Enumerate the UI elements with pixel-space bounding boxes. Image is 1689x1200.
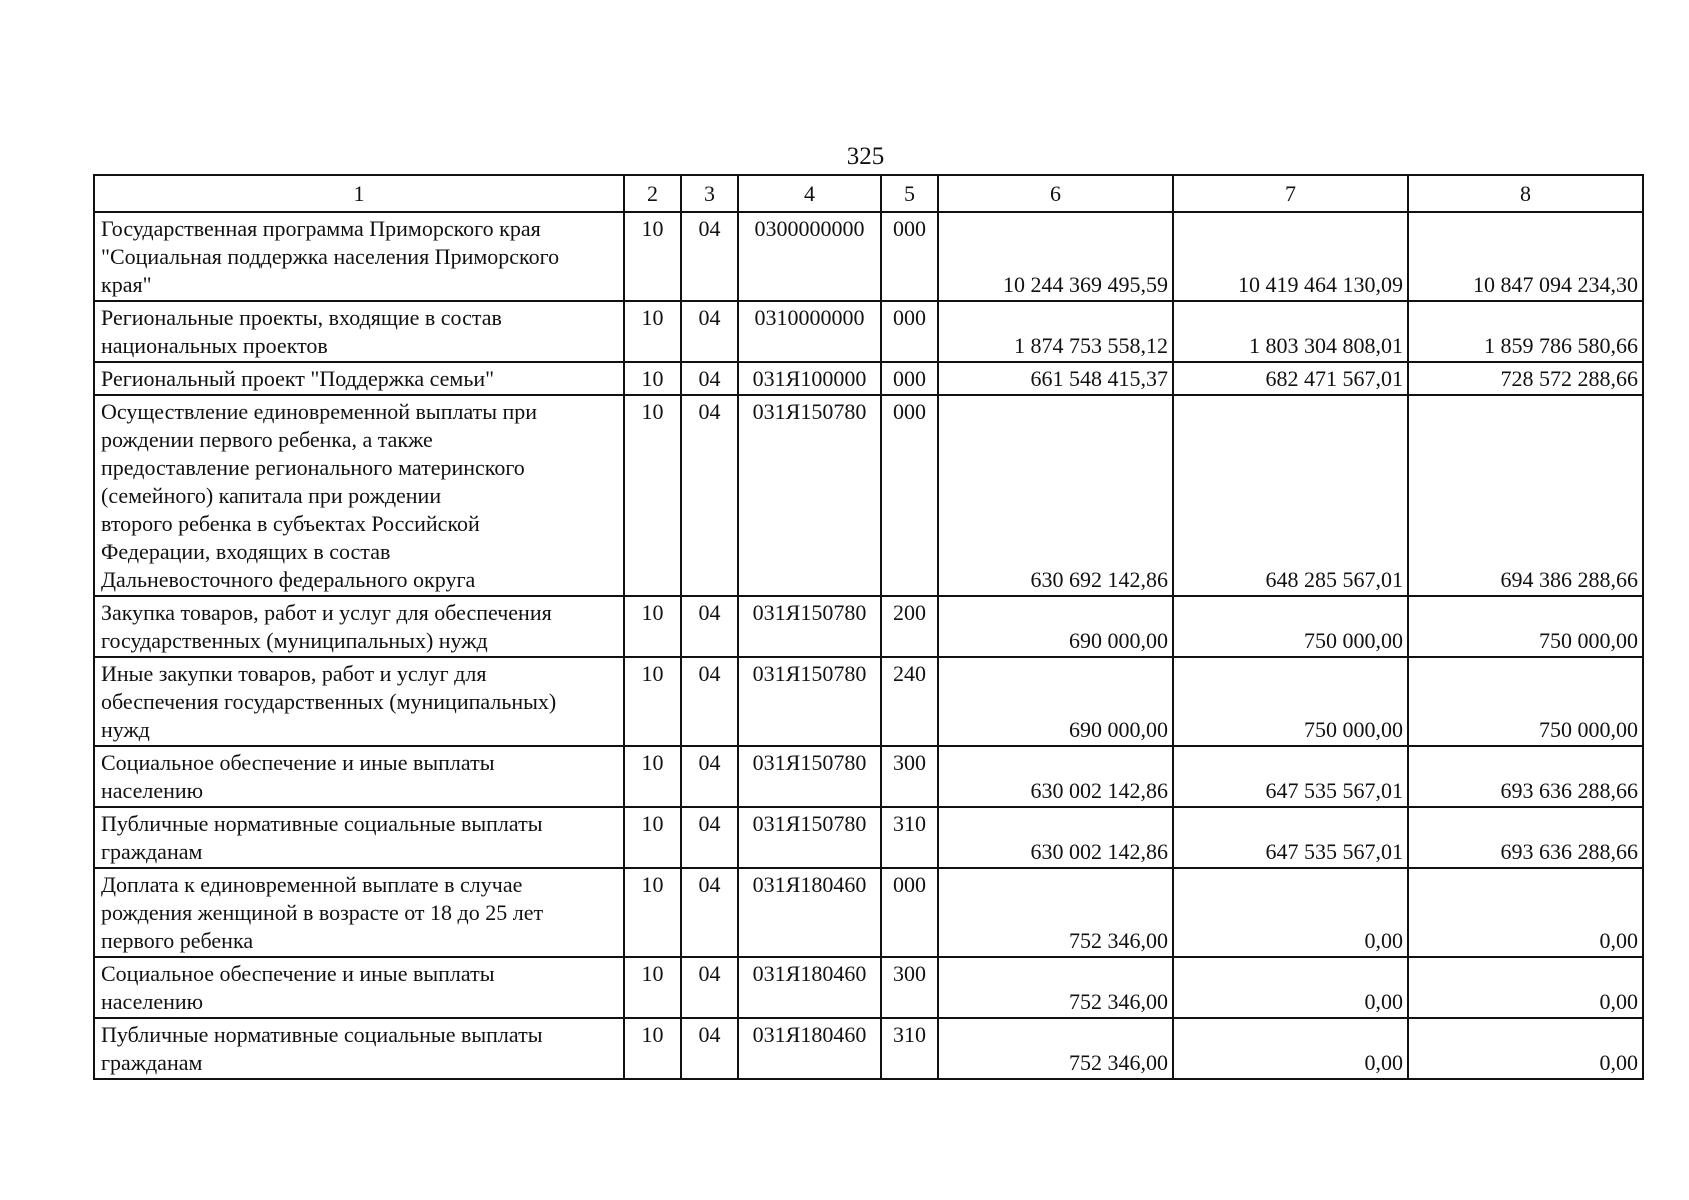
amount-year2-cell: 647 535 567,01	[1173, 807, 1408, 868]
item-name-cell	[94, 657, 624, 746]
amount-year1-cell: 690 000,00	[938, 657, 1173, 746]
item-name-line: Иные закупки товаров, работ и услуг для	[101, 661, 487, 686]
item-name-cell	[94, 957, 624, 1018]
column-header: 2	[624, 175, 681, 212]
target-article-cell: 031Я100000	[738, 362, 881, 395]
table-row	[94, 596, 1643, 657]
expense-type-cell: 000	[881, 212, 938, 301]
item-name-line: гражданам	[101, 1050, 203, 1075]
amount-year2-cell: 648 285 567,01	[1173, 395, 1408, 596]
table-row	[94, 212, 1643, 301]
section-code-cell: 10	[624, 868, 681, 957]
expense-type-cell: 300	[881, 957, 938, 1018]
expense-type-cell: 300	[881, 746, 938, 807]
target-article-cell: 031Я150780	[738, 596, 881, 657]
target-article-cell: 031Я150780	[738, 807, 881, 868]
subsection-code-cell: 04	[681, 301, 738, 362]
table-row	[94, 746, 1643, 807]
amount-year2-cell: 647 535 567,01	[1173, 746, 1408, 807]
subsection-code-cell: 04	[681, 1018, 738, 1079]
amount-year3-cell: 728 572 288,66	[1408, 362, 1643, 395]
expense-type-cell: 310	[881, 807, 938, 868]
table-row	[94, 657, 1643, 746]
amount-year3-cell: 1 859 786 580,66	[1408, 301, 1643, 362]
section-code-cell: 10	[624, 301, 681, 362]
subsection-code-cell: 04	[681, 868, 738, 957]
section-code-cell: 10	[624, 657, 681, 746]
item-name-cell	[94, 1018, 624, 1079]
amount-year2-cell: 1 803 304 808,01	[1173, 301, 1408, 362]
expense-type-cell: 240	[881, 657, 938, 746]
expense-type-cell: 200	[881, 596, 938, 657]
amount-year1-cell: 10 244 369 495,59	[938, 212, 1173, 301]
subsection-code-cell: 04	[681, 362, 738, 395]
target-article-cell: 031Я150780	[738, 395, 881, 596]
expense-type-cell: 000	[881, 395, 938, 596]
amount-year2-cell: 682 471 567,01	[1173, 362, 1408, 395]
item-name-line: Доплата к единовременной выплате в случае	[101, 872, 523, 897]
item-name-cell	[94, 746, 624, 807]
subsection-code-cell: 04	[681, 596, 738, 657]
amount-year3-cell: 750 000,00	[1408, 596, 1643, 657]
item-name-line: населению	[101, 989, 204, 1014]
item-name-line: рождения женщиной в возрасте от 18 до 25 лет	[101, 900, 544, 925]
amount-year3-cell: 0,00	[1408, 1018, 1643, 1079]
item-name-line: населению	[101, 778, 204, 803]
target-article-cell: 0300000000	[738, 212, 881, 301]
table-row	[94, 957, 1643, 1018]
item-name-line: "Социальная поддержка населения Приморского	[101, 244, 560, 269]
table-body	[94, 212, 1643, 1079]
expense-type-cell: 000	[881, 868, 938, 957]
table-row	[94, 301, 1643, 362]
header-row	[94, 175, 1643, 212]
amount-year3-cell: 0,00	[1408, 957, 1643, 1018]
amount-year2-cell: 10 419 464 130,09	[1173, 212, 1408, 301]
column-header: 7	[1173, 175, 1408, 212]
expense-type-cell: 000	[881, 301, 938, 362]
subsection-code-cell: 04	[681, 746, 738, 807]
item-name-line: Публичные нормативные социальные выплаты	[101, 811, 543, 836]
column-header: 3	[681, 175, 738, 212]
section-code-cell: 10	[624, 957, 681, 1018]
section-code-cell: 10	[624, 362, 681, 395]
amount-year1-cell: 661 548 415,37	[938, 362, 1173, 395]
amount-year3-cell: 693 636 288,66	[1408, 807, 1643, 868]
amount-year2-cell: 0,00	[1173, 957, 1408, 1018]
item-name-cell	[94, 596, 624, 657]
column-header: 4	[738, 175, 881, 212]
amount-year3-cell: 0,00	[1408, 868, 1643, 957]
item-name-cell	[94, 868, 624, 957]
section-code-cell: 10	[624, 212, 681, 301]
amount-year1-cell: 630 002 142,86	[938, 807, 1173, 868]
table-row	[94, 395, 1643, 596]
amount-year2-cell: 0,00	[1173, 1018, 1408, 1079]
target-article-cell: 031Я180460	[738, 957, 881, 1018]
amount-year1-cell: 1 874 753 558,12	[938, 301, 1173, 362]
section-code-cell: 10	[624, 395, 681, 596]
section-code-cell: 10	[624, 596, 681, 657]
amount-year2-cell: 0,00	[1173, 868, 1408, 957]
amount-year3-cell: 693 636 288,66	[1408, 746, 1643, 807]
amount-year3-cell: 694 386 288,66	[1408, 395, 1643, 596]
section-code-cell: 10	[624, 1018, 681, 1079]
amount-year1-cell: 752 346,00	[938, 1018, 1173, 1079]
item-name-line: (семейного) капитала при рождении	[101, 483, 442, 508]
expense-type-cell: 000	[881, 362, 938, 395]
expense-type-cell: 310	[881, 1018, 938, 1079]
item-name-line: Закупка товаров, работ и услуг для обеспечения	[101, 600, 552, 625]
table-row	[94, 868, 1643, 957]
section-code-cell: 10	[624, 746, 681, 807]
subsection-code-cell: 04	[681, 957, 738, 1018]
subsection-code-cell: 04	[681, 807, 738, 868]
subsection-code-cell: 04	[681, 395, 738, 596]
column-header: 1	[94, 175, 624, 212]
item-name-line: Социальное обеспечение и иные выплаты	[101, 750, 495, 775]
item-name-line: рождении первого ребенка, а также	[101, 427, 433, 452]
column-header: 8	[1408, 175, 1643, 212]
table-row	[94, 807, 1643, 868]
target-article-cell: 0310000000	[738, 301, 881, 362]
item-name-line: второго ребенка в субъектах Российской	[101, 511, 480, 536]
amount-year2-cell: 750 000,00	[1173, 596, 1408, 657]
target-article-cell: 031Я150780	[738, 657, 881, 746]
amount-year3-cell: 10 847 094 234,30	[1408, 212, 1643, 301]
target-article-cell: 031Я180460	[738, 868, 881, 957]
target-article-cell: 031Я150780	[738, 746, 881, 807]
item-name-line: национальных проектов	[101, 333, 328, 358]
item-name-cell	[94, 807, 624, 868]
item-name-cell	[94, 395, 624, 596]
table-row	[94, 362, 1643, 395]
amount-year1-cell: 752 346,00	[938, 868, 1173, 957]
item-name-line: первого ребенка	[101, 928, 254, 953]
amount-year3-cell: 750 000,00	[1408, 657, 1643, 746]
subsection-code-cell: 04	[681, 212, 738, 301]
item-name-line: обеспечения государственных (муниципальных)	[101, 689, 557, 714]
item-name-line: нужд	[101, 717, 150, 742]
item-name-line: Федерации, входящих в состав	[101, 539, 391, 564]
item-name-line: Осуществление единовременной выплаты при	[101, 399, 538, 424]
subsection-code-cell: 04	[681, 657, 738, 746]
item-name-line: Социальное обеспечение и иные выплаты	[101, 961, 495, 986]
item-name-line: Региональный проект "Поддержка семьи"	[101, 366, 495, 391]
amount-year1-cell: 630 692 142,86	[938, 395, 1173, 596]
item-name-line: Государственная программа Приморского края	[101, 216, 541, 241]
item-name-line: гражданам	[101, 839, 203, 864]
amount-year1-cell: 752 346,00	[938, 957, 1173, 1018]
item-name-line: Региональные проекты, входящие в состав	[101, 305, 502, 330]
amount-year1-cell: 630 002 142,86	[938, 746, 1173, 807]
item-name-cell	[94, 212, 624, 301]
item-name-line: предоставление регионального материнского	[101, 455, 525, 480]
budget-table	[93, 174, 1644, 1080]
item-name-cell	[94, 362, 624, 395]
item-name-cell	[94, 301, 624, 362]
target-article-cell: 031Я180460	[738, 1018, 881, 1079]
table-row	[94, 1018, 1643, 1079]
column-header: 6	[938, 175, 1173, 212]
item-name-line: края"	[101, 272, 152, 297]
amount-year1-cell: 690 000,00	[938, 596, 1173, 657]
item-name-line: Публичные нормативные социальные выплаты	[101, 1022, 543, 1047]
page-number: 325	[846, 143, 885, 170]
item-name-line: Дальневосточного федерального округа	[101, 567, 476, 592]
column-header: 5	[881, 175, 938, 212]
section-code-cell: 10	[624, 807, 681, 868]
item-name-line: государственных (муниципальных) нужд	[101, 628, 488, 653]
amount-year2-cell: 750 000,00	[1173, 657, 1408, 746]
